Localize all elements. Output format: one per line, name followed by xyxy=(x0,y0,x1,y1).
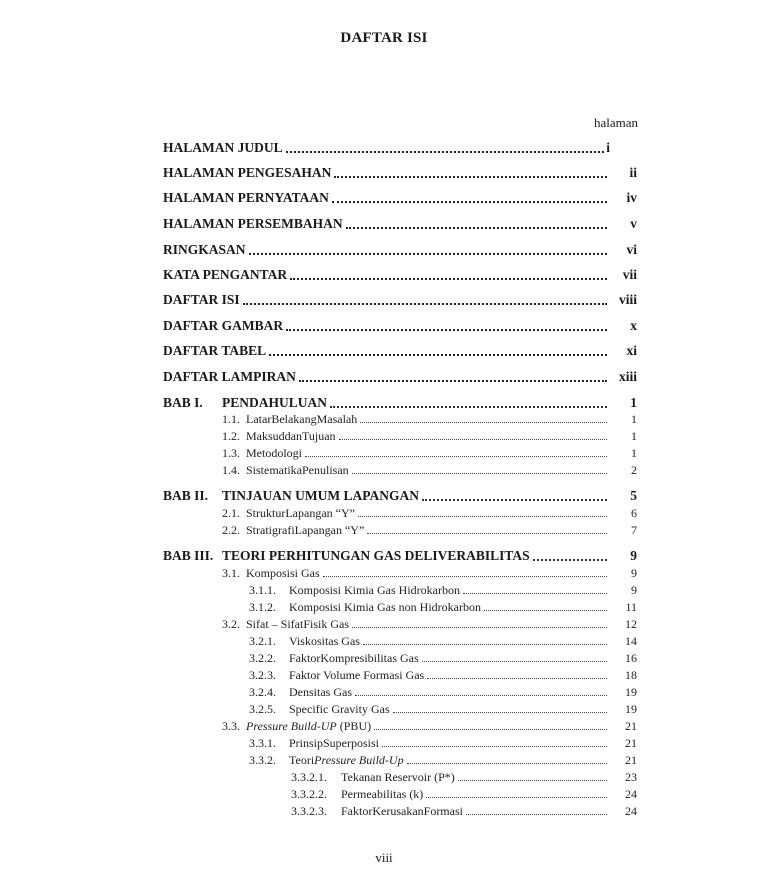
chapter-number: BAB III. xyxy=(163,548,214,563)
subentry-text: PrinsipSuperposisi xyxy=(289,736,380,750)
subentry-text: Tekanan Reservoir (P*) xyxy=(341,770,455,784)
subentry-number: 1.3. xyxy=(222,446,240,460)
subentry-text: FaktorKompresibilitas Gas xyxy=(289,651,419,665)
toc-entry-page: ii xyxy=(629,165,637,180)
subentry-page: 18 xyxy=(625,668,637,682)
subentry-text: LatarBelakangMasalah xyxy=(246,412,358,426)
subentry-text: Permeabilitas (k) xyxy=(341,787,424,801)
toc-entry-halaman-pernyataan[interactable] xyxy=(163,190,637,206)
toc-entry-page: x xyxy=(630,318,637,333)
leader-dots xyxy=(299,379,607,382)
toc-entry-halaman-judul[interactable] xyxy=(163,140,610,156)
leader-dots xyxy=(355,694,607,696)
toc-entry-page: vii xyxy=(622,267,637,282)
toc-subentry[interactable] xyxy=(249,651,637,666)
toc-chapter-bab-3[interactable] xyxy=(163,548,637,564)
subentry-number: 1.1. xyxy=(222,412,240,426)
leader-dots xyxy=(422,660,607,662)
subentry-number: 1.2. xyxy=(222,429,240,443)
leader-dots xyxy=(533,558,607,561)
subentry-number: 3.3.2.1. xyxy=(291,770,327,784)
leader-dots xyxy=(305,455,607,457)
subentry-page: 12 xyxy=(625,617,637,631)
chapter-title: PENDAHULUAN xyxy=(222,395,328,410)
toc-entry-page: xiii xyxy=(618,369,637,384)
subentry-page: 16 xyxy=(625,651,637,665)
toc-subentry[interactable] xyxy=(249,685,637,700)
subentry-number: 3.3. xyxy=(222,719,240,733)
subentry-text: Faktor Volume Formasi Gas xyxy=(289,668,425,682)
toc-subentry[interactable] xyxy=(222,412,637,427)
toc-subentry[interactable] xyxy=(291,804,637,819)
page-column-heading: halaman xyxy=(593,115,638,130)
leader-dots xyxy=(458,779,607,781)
subentry-text: Metodologi xyxy=(246,446,302,460)
subentry-text: StrukturLapangan “Y” xyxy=(246,506,355,520)
leader-dots xyxy=(346,226,607,229)
subentry-number: 3.2.1. xyxy=(249,634,276,648)
leader-dots xyxy=(286,328,607,331)
leader-dots xyxy=(358,515,607,517)
toc-subentry[interactable] xyxy=(249,736,637,751)
leader-dots xyxy=(374,728,607,730)
leader-dots xyxy=(484,609,607,611)
toc-subentry[interactable] xyxy=(249,583,637,598)
subentry-page: 6 xyxy=(631,506,637,520)
toc-entry-text: HALAMAN PENGESAHAN xyxy=(163,165,332,180)
chapter-title: TINJAUAN UMUM LAPANGAN xyxy=(222,488,419,503)
leader-dots xyxy=(363,643,607,645)
subentry-text: FaktorKerusakanFormasi xyxy=(341,804,463,818)
toc-subentry[interactable] xyxy=(222,446,637,461)
subentry-page: 21 xyxy=(625,753,637,767)
toc-entry-ringkasan[interactable] xyxy=(163,242,637,258)
toc-entry-page: viii xyxy=(618,292,637,307)
subentry-text xyxy=(289,753,404,768)
leader-dots xyxy=(249,252,607,255)
subentry-page: 1 xyxy=(631,412,637,426)
subentry-page: 14 xyxy=(625,634,637,648)
leader-dots xyxy=(466,813,607,815)
leader-dots xyxy=(427,677,607,679)
toc-subentry[interactable] xyxy=(222,617,637,632)
toc-entry-daftar-isi[interactable] xyxy=(163,292,637,308)
leader-dots xyxy=(352,626,607,628)
toc-subentry[interactable] xyxy=(222,463,637,478)
toc-subentry[interactable] xyxy=(222,523,637,538)
subentry-page: 23 xyxy=(625,770,637,784)
subentry-text xyxy=(246,719,371,734)
subentry-text-rest: Teori xyxy=(289,753,315,767)
subentry-number: 3.2.5. xyxy=(249,702,276,716)
toc-entry-halaman-persembahan[interactable] xyxy=(163,216,637,232)
toc-subentry[interactable] xyxy=(249,600,637,615)
subentry-page: 21 xyxy=(625,736,637,750)
toc-entry-daftar-tabel[interactable] xyxy=(163,343,637,359)
subentry-number: 3.2.4. xyxy=(249,685,276,699)
toc-entry-daftar-gambar[interactable] xyxy=(163,318,637,334)
subentry-text: MaksuddanTujuan xyxy=(246,429,336,443)
subentry-text-italic: Pressure Build-Up xyxy=(314,753,404,767)
subentry-page: 19 xyxy=(625,702,637,716)
toc-chapter-bab-1[interactable] xyxy=(163,395,637,411)
toc-subentry[interactable] xyxy=(249,634,637,649)
subentry-number: 2.1. xyxy=(222,506,240,520)
subentry-number: 3.3.2. xyxy=(249,753,276,767)
chapter-title: TEORI PERHITUNGAN GAS DELIVERABILITAS xyxy=(222,548,530,563)
leader-dots xyxy=(290,277,607,280)
leader-dots xyxy=(393,711,607,713)
subentry-page: 9 xyxy=(631,566,637,580)
leader-dots xyxy=(463,592,607,594)
subentry-text: Komposisi Gas xyxy=(246,566,320,580)
toc-subentry[interactable] xyxy=(249,753,637,768)
subentry-number: 2.2. xyxy=(222,523,240,537)
leader-dots xyxy=(332,200,607,203)
subentry-number: 3.1. xyxy=(222,566,240,580)
chapter-number: BAB I. xyxy=(163,395,203,410)
subentry-page: 1 xyxy=(631,446,637,460)
page-number-footer: viii xyxy=(375,850,393,865)
subentry-page: 24 xyxy=(625,804,637,818)
toc-entry-daftar-lampiran[interactable] xyxy=(163,369,637,385)
toc-entry-text: DAFTAR LAMPIRAN xyxy=(163,369,296,384)
leader-dots xyxy=(330,405,607,408)
leader-dots xyxy=(407,762,607,764)
toc-entry-page: v xyxy=(630,216,637,231)
toc-subentry[interactable] xyxy=(291,787,637,802)
subentry-text-italic: Pressure Build-UP xyxy=(246,719,337,733)
subentry-text: Viskositas Gas xyxy=(289,634,360,648)
toc-subentry[interactable] xyxy=(222,429,637,444)
toc-entry-page: iv xyxy=(626,190,637,205)
leader-dots xyxy=(422,498,607,501)
page-title: DAFTAR ISI xyxy=(340,30,428,46)
chapter-number: BAB II. xyxy=(163,488,209,503)
subentry-text: SistematikaPenulisan xyxy=(246,463,349,477)
subentry-number: 3.3.2.2. xyxy=(291,787,327,801)
toc-subentry[interactable] xyxy=(222,566,637,581)
leader-dots xyxy=(382,745,607,747)
leader-dots xyxy=(360,421,607,423)
subentry-text: Specific Gravity Gas xyxy=(289,702,390,716)
toc-entry-text: KATA PENGANTAR xyxy=(163,267,288,282)
subentry-page: 11 xyxy=(625,600,637,614)
subentry-page: 9 xyxy=(631,583,637,597)
toc-entry-page: i xyxy=(606,140,610,155)
subentry-page: 2 xyxy=(631,463,637,477)
subentry-number: 3.1.1. xyxy=(249,583,276,597)
toc-entry-text: HALAMAN JUDUL xyxy=(163,140,283,155)
subentry-text: Komposisi Kimia Gas non Hidrokarbon xyxy=(289,600,481,614)
toc-subentry[interactable] xyxy=(222,506,637,521)
toc-entry-text: DAFTAR TABEL xyxy=(163,343,267,358)
subentry-text: Komposisi Kimia Gas Hidrokarbon xyxy=(289,583,460,597)
subentry-number: 3.2.3. xyxy=(249,668,276,682)
subentry-text: StratigrafiLapangan “Y” xyxy=(246,523,365,537)
toc-subentry[interactable] xyxy=(249,668,637,683)
subentry-text: Densitas Gas xyxy=(289,685,352,699)
toc-entry-halaman-pengesahan[interactable] xyxy=(163,165,637,181)
toc-subentry[interactable] xyxy=(249,702,637,717)
subentry-text-rest: (PBU) xyxy=(336,719,372,733)
toc-entry-text: RINGKASAN xyxy=(163,242,246,257)
toc-chapter-bab-2[interactable] xyxy=(163,488,637,504)
leader-dots xyxy=(352,472,607,474)
subentry-page: 7 xyxy=(631,523,637,537)
chapter-page: 5 xyxy=(630,488,637,503)
toc-entry-page: vi xyxy=(626,242,637,257)
subentry-page: 21 xyxy=(625,719,637,733)
toc-entry-text: HALAMAN PERSEMBAHAN xyxy=(163,216,343,231)
leader-dots xyxy=(339,438,607,440)
subentry-number: 3.3.1. xyxy=(249,736,276,750)
toc-subentry[interactable] xyxy=(291,770,637,785)
toc-entry-text: DAFTAR ISI xyxy=(163,292,240,307)
leader-dots xyxy=(269,353,607,356)
toc-entry-kata-pengantar[interactable] xyxy=(163,267,637,283)
toc-entry-text: DAFTAR GAMBAR xyxy=(163,318,284,333)
subentry-page: 19 xyxy=(625,685,637,699)
toc-subentry[interactable] xyxy=(222,719,637,734)
subentry-page: 24 xyxy=(625,787,637,801)
chapter-page: 1 xyxy=(630,395,637,410)
subentry-number: 1.4. xyxy=(222,463,240,477)
subentry-number: 3.3.2.3. xyxy=(291,804,327,818)
toc-entry-page: xi xyxy=(626,343,637,358)
leader-dots xyxy=(323,575,607,577)
toc-entry-text: HALAMAN PERNYATAAN xyxy=(163,190,329,205)
leader-dots xyxy=(367,532,607,534)
leader-dots xyxy=(334,175,607,178)
subentry-page: 1 xyxy=(631,429,637,443)
leader-dots xyxy=(426,796,607,798)
subentry-text: Sifat – SifatFisik Gas xyxy=(246,617,350,631)
leader-dots xyxy=(243,302,607,305)
chapter-page: 9 xyxy=(630,548,637,563)
subentry-number: 3.2.2. xyxy=(249,651,276,665)
leader-dots xyxy=(286,150,605,153)
subentry-number: 3.2. xyxy=(222,617,240,631)
subentry-number: 3.1.2. xyxy=(249,600,276,614)
